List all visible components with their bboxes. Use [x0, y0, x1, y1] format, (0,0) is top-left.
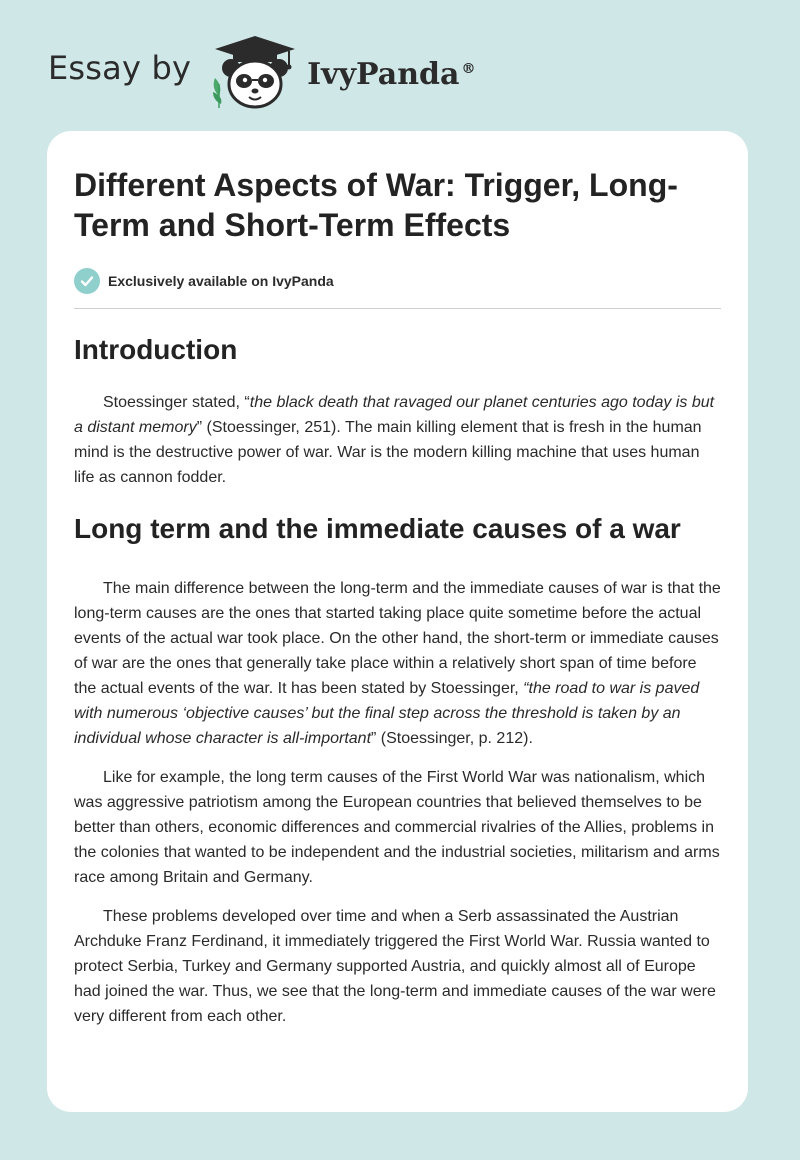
paragraph-text: The main difference between the long-term and the immediate causes of war is that the long-term causes are the ones that started taking place quite sometime before the actual events of the actual war took place. On the other hand, the short-term or immediate causes of war are the ones that generally take place within a relatively short span of time before the actual events of the war. It has been stated by Stoessinger,	[74, 580, 721, 697]
paragraph-text: These problems developed over time and when a Serb assassinated the Austrian Archduke Franz Ferdinand, it immediately triggered the First World War. Russia wanted to protect Serbia, Turkey and Germany supported Austria, and quickly almost all of Europe had joined the war. Thus, we see that the long-term and immediate causes of the war were very different from each other.	[74, 908, 716, 1025]
paragraph-text: ” (Stoessinger, p. 212).	[371, 730, 533, 747]
paragraph	[74, 390, 721, 490]
paragraph-text: ” (Stoessinger, 251). The main killing element that is fresh in the human mind is the destructive power of war. War is the modern killing machine that uses human life as cannon fodder.	[74, 419, 702, 486]
panda-logo-icon[interactable]	[209, 34, 301, 110]
exclusive-label: Exclusively available on IvyPanda	[108, 273, 334, 289]
paragraph	[74, 765, 721, 890]
checkmark-icon	[74, 268, 100, 294]
registered-mark: ®	[461, 60, 476, 77]
quote-text: “the road to war is paved with numerous ‘objective causes’ but the final step across the threshold is taken by an individual whose character is all-important	[74, 680, 700, 747]
brand-name[interactable]	[307, 57, 475, 92]
site-header	[48, 34, 475, 110]
section-heading-introduction: Introduction	[74, 334, 238, 365]
paragraph	[74, 904, 721, 1029]
section-heading-causes: Long term and the immediate causes of a war	[74, 513, 681, 544]
quote-text: the black death that ravaged our planet centuries ago today is but a distant memory	[74, 394, 715, 436]
article-card	[47, 131, 748, 1112]
brand-name-text: IvyPanda	[307, 56, 460, 92]
exclusive-badge	[74, 267, 721, 295]
paragraph-text: Stoessinger stated, “	[103, 394, 250, 411]
article-title: Different Aspects of War: Trigger, Long-Term and Short-Term Effects	[74, 167, 678, 243]
title-divider	[74, 308, 721, 309]
paragraph	[74, 576, 721, 751]
brand-prefix: Essay by	[48, 49, 192, 87]
paragraph-text: Like for example, the long term causes of the First World War was nationalism, which was aggressive patriotism among the European countries that believed themselves to be better than others, economic differences and commercial rivalries of the Allies, problems in the colonies that wanted to be independent and the industrial societies, militarism and arms race among Britain and Germany.	[74, 769, 720, 886]
